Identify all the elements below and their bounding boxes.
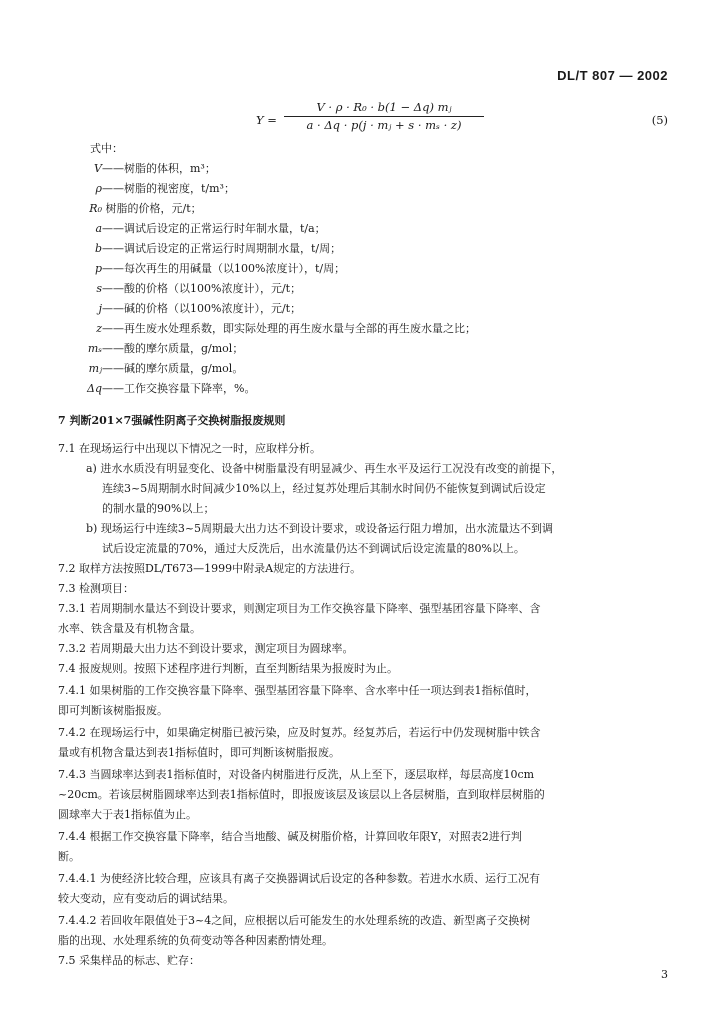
definition-symbol: z [96,322,102,335]
formula-fraction [284,100,484,132]
clause-7-5: 7.5 采集样品的标志、贮存： [58,954,200,967]
clause-7-4-4-2: 7.4.4.2 若回收年限值处于3~4之间，应根据以后可能发生的水处理系统的改造、新型离子交换树 [58,914,531,927]
clause-7-3-2: 7.3.2 若周期最大出力达不到设计要求，测定项目为圆球率。 [58,642,354,655]
item-b-line: 试后设定流量的70%，通过大反洗后，出水流量仍达不到调试后设定流量的80%以上。 [102,542,525,555]
definition-symbol: Δq [87,382,102,395]
formula-denominator: a · Δq · p(j · mⱼ + s · mₛ · z) [306,118,462,132]
document-number: DL/T 807 — 2002 [557,68,668,83]
definition-item [58,182,235,196]
definition-item [58,262,345,276]
formula-number: (5) [651,113,668,127]
definition-text: ——工作交换容量下降率，%。 [102,382,256,395]
definition-symbol: a [95,222,102,235]
definition-item [58,282,301,296]
definition-text: ——树脂的体积，m³； [102,162,216,175]
formula-5 [250,100,680,140]
clause-7-2: 7.2 取样方法按照DL/T673—1999中附录A规定的方法进行。 [58,562,362,575]
clause-7-4-3-cont: 圆球率大于表1指标值为止。 [58,808,197,821]
definition-item [58,222,326,236]
clause-7-3-1: 7.3.1 若周期制水量达不到设计要求，则测定项目为工作交换容量下降率、强型基团容量下降率、含 [58,602,541,615]
item-a-line: 的制水量的90%以上； [102,502,215,515]
definition-text: ——再生废水处理系数，即实际处理的再生废水量与全部的再生废水量之比； [102,322,476,335]
definition-text: ——碱的价格（以100%浓度计），元/t； [102,302,302,315]
definition-text: ——每次再生的用碱量（以100%浓度计），t/周； [102,262,346,275]
definition-symbol: s [96,282,102,295]
clause-7-4-1: 7.4.1 如果树脂的工作交换容量下降率、强型基团容量下降率、含水率中任一项达到表1指标值时， [58,684,537,697]
definition-symbol: b [94,242,102,255]
definition-text: ——调试后设定的正常运行时年制水量，t/a； [102,222,326,235]
definition-text: ——碱的摩尔质量，g/mol。 [102,362,244,375]
clause-7-4-1-cont: 即可判断该树脂报废。 [58,704,168,717]
clause-7-3: 7.3 检测项目： [58,582,134,595]
where-label: 式中： [90,142,123,155]
definition-symbol: j [98,302,102,315]
clause-7-4-4-1-cont: 较大变动，应有变动后的调试结果。 [58,892,234,905]
page-number: 3 [661,968,668,981]
definition-item [58,342,243,356]
clause-7-4-4-1: 7.4.4.1 为使经济比较合理，应该具有离子交换器调试后设定的各种参数。若进水水质、运行工况有 [58,872,540,885]
formula-numerator: V · ρ · R₀ · b(1 − Δq) mⱼ [316,100,452,114]
item-a-line: a) 进水水质没有明显变化、设备中树脂量没有明显减少、再生水平及运行工况没有改变的前提下， [86,462,563,475]
definition-text: ——调试后设定的正常运行时周期制水量，t/周； [102,242,342,255]
clause-7-4-4-cont: 断。 [58,850,80,863]
definition-text: ——树脂的视密度，t/m³； [102,182,235,195]
definition-symbol: V [94,162,102,175]
clause-7-4: 7.4 报废规则。按照下述程序进行判断，直至判断结果为报废时为止。 [58,662,398,675]
definition-symbol: mₛ [87,342,102,355]
clause-7-4-3-cont: ~20cm。若该层树脂圆球率达到表1指标值时，即报废该层及该层以上各层树脂，直到取样层树脂的 [58,788,545,801]
definition-text: 树脂的价格，元/t； [102,202,202,215]
item-b-line: b) 现场运行中连续3~5周期最大出力达不到设计要求，或设备运行阻力增加，出水流量达不到调 [86,522,554,535]
clause-7-4-2-cont: 量或有机物含量达到表1指标值时，即可判断该树脂报废。 [58,746,340,759]
definition-symbol: p [94,262,102,275]
definition-item [58,202,202,216]
definition-item [58,322,476,336]
definition-item [58,362,243,376]
item-a-line: 连续3~5周期制水时间减少10%以上，经过复苏处理后其制水时间仍不能恢复到调试后设定 [102,482,546,495]
section-heading: 7 判断201×7强碱性阴离子交换树脂报废规则 [58,414,286,427]
definition-symbol: R₀ [89,202,102,215]
definition-symbol: mⱼ [88,362,102,375]
formula-lhs: Y = [256,113,277,127]
definition-item [58,242,341,256]
clause-7-4-3: 7.4.3 当圆球率达到表1指标值时，对设备内树脂进行反洗，从上至下，逐层取样，每层高度10cm [58,768,535,781]
definition-text: ——酸的摩尔质量，g/mol； [102,342,244,355]
clause-7-3-1-cont: 水率、铁含量及有机物含量。 [58,622,201,635]
definition-item [58,162,216,176]
clause-7-1: 7.1 在现场运行中出现以下情况之一时，应取样分析。 [58,442,321,455]
definition-text: ——酸的价格（以100%浓度计），元/t； [102,282,302,295]
clause-7-4-2: 7.4.2 在现场运行中，如果确定树脂已被污染，应及时复苏。经复苏后，若运行中仍发现树脂中铁含 [58,726,541,739]
definition-symbol: ρ [95,182,102,195]
clause-7-4-4-2-cont: 脂的出现、水处理系统的负荷变动等各种因素酌情处理。 [58,934,333,947]
definition-item [58,302,301,316]
definition-item [58,382,255,396]
clause-7-4-4: 7.4.4 根据工作交换容量下降率，结合当地酸、碱及树脂价格，计算回收年限Y，对照表2进行判 [58,830,522,843]
